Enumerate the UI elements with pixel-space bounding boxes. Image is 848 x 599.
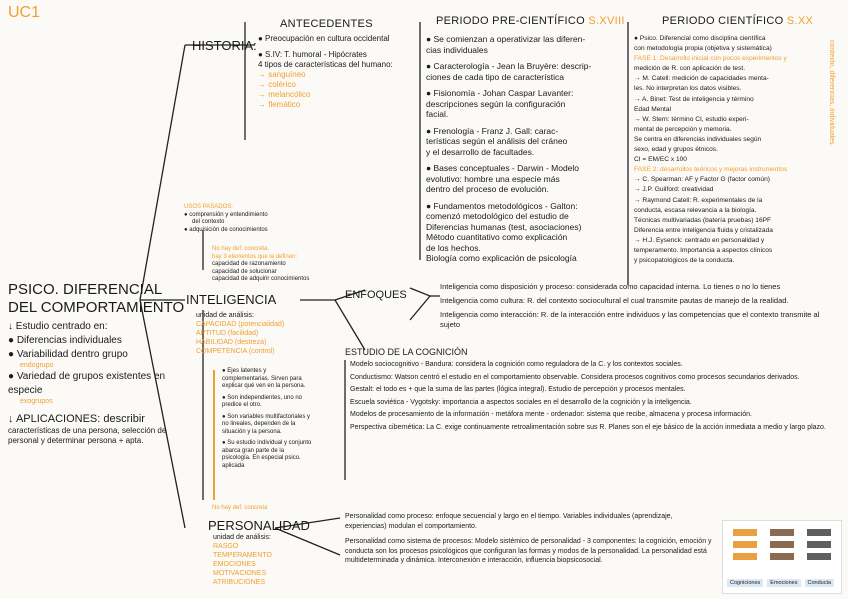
line: → H.J. Eysenck: centrado en personalidad y (634, 236, 765, 244)
line: unidad de análisis: (213, 534, 271, 541)
antecedentes-list (258, 34, 393, 110)
precientifico-item (426, 126, 591, 158)
line: → C. Spearman: AF y Factor G (factor común) (634, 176, 770, 184)
line: de los hechos. (426, 242, 481, 253)
header-precientifico-century: S.XVIII (588, 15, 625, 27)
line: → W. Stern: término CI, estudio experi- (634, 115, 749, 123)
line: del contexto (192, 219, 225, 225)
antecedente-item: → sanguíneo (258, 70, 306, 79)
line: capacidad de solucionar (212, 268, 277, 275)
personalidad-list (345, 512, 715, 566)
diagram-labels (727, 579, 834, 587)
line: Método cuantitativo como explicación (426, 232, 568, 242)
line: sexo, edad y grupos étnicos. (634, 146, 718, 154)
line: ● adquisición de conocimientos (184, 226, 268, 233)
line: temperamento. Importancia a aspectos clínicos (634, 246, 773, 254)
enfoque-item: Inteligencia como disposición y proceso: considerada como capacidad interna. Lo tienes o no lo tienes (440, 282, 781, 291)
line: Se centra en diferencias individuales según (634, 135, 762, 143)
personality-diagram (722, 520, 842, 594)
line: EMOCIONES (213, 561, 256, 568)
rasgos-notes (222, 368, 312, 470)
cognicion-item: Gestalt: el todo es + que la suma de las partes (lógica integral). Estudio de percepción y procesos mentales. (350, 386, 686, 393)
line: Biología como explicación de psicología (426, 253, 577, 263)
line: capacidad de adquirir conocimientos (212, 276, 310, 282)
antecedente-item: → melancólico (258, 90, 311, 99)
note: ● Son independientes, uno no predice el otro. (222, 394, 303, 408)
line: Técnicas multivariadas (batería pruebas) 16PF (634, 216, 772, 224)
precientifico-item (426, 201, 591, 264)
line: cias individuales (426, 44, 488, 55)
precientifico-item (426, 61, 591, 82)
line: ● Frenología - Franz J. Gall: carac- (426, 125, 559, 136)
line: ciones de cada tipo de característica (426, 71, 564, 82)
header-cientifico-text: PERIODO CIENTÍFICO (662, 15, 784, 27)
line: → J.P. Guilford: creatividad (634, 186, 714, 194)
line: con metodología propia (objetiva y sistemática) (634, 45, 772, 53)
diagram-label: Conducta (805, 579, 835, 587)
left-item-4: ● Variedad de grupos existentes en especie (8, 371, 166, 396)
line: No hay def. concreta, (212, 246, 270, 252)
usos-pasados (184, 204, 268, 234)
line: ● Fisionomía - Johan Caspar Lavanter: (426, 88, 574, 98)
vertical-note: contexto, diferencias, individuales (828, 40, 835, 145)
line: descripciones según la configuración (426, 98, 566, 109)
line: USOS PASADOS: (184, 204, 233, 210)
line: CAPACIDAD (potencialidad) (196, 321, 285, 328)
antecedente-item: ● S.IV: T. humoral - Hipócrates (258, 50, 367, 59)
main-title-line1: PSICO. DIFERENCIAL (8, 281, 163, 298)
line: Edad Mental (634, 105, 672, 113)
branch-historia: HISTORIA: (192, 38, 257, 53)
line: ● Caracterología - Jean la Bruyère: descrip- (426, 61, 592, 71)
line: RASGO (213, 543, 239, 550)
no-def-personalidad: No hay def. concreta (212, 505, 268, 511)
aplicaciones-text: características de una persona, selección de personal y determinar persona + apta. (8, 426, 167, 445)
header-antecedentes: ANTECEDENTES (280, 18, 373, 30)
line: facial. (426, 109, 449, 119)
branch-inteligencia: INTELIGENCIA (186, 292, 277, 307)
line: → A. Binet: Test de inteligencia y término (634, 95, 754, 103)
line: → M. Catell: medición de capacidades menta- (634, 75, 769, 83)
left-orange-2: exogrupos (20, 398, 53, 405)
line: FASE 1: Desarrollo inicial con pocos experimentos y (634, 55, 787, 63)
main-title-line2: DEL COMPORTAMIENTO (8, 299, 185, 316)
left-item-3: ● Variabilidad dentro grupo (8, 349, 128, 360)
line: MOTIVACIONES (213, 570, 267, 577)
enfoques-list (440, 282, 840, 330)
line: medición de R. con aplicación de test. (634, 65, 746, 73)
antecedente-item: 4 tipos de características del humano: (258, 60, 393, 69)
line: ● Bases conceptuales - Darwin - Modelo (426, 163, 580, 173)
cognicion-item: Escuela soviética - Vygotsky: importancia a aspectos sociales en el desarrollo de la cognición y la inteligencia. (350, 398, 692, 406)
line: → Raymond Catell: R. experimentales de la (634, 196, 763, 204)
note: ● Su estudio individual y conjunto abarca gran parte de la psicología. En especial psico. aplicada (222, 440, 312, 469)
line: FASE 2: desarrollos teóricos y mejoras instrumentos (634, 166, 788, 174)
header-precientifico-text: PERIODO PRE-CIENTÍFICO (436, 15, 585, 27)
enfoque-item: Inteligencia como cultura: R. del contexto sociocultural el cual transmite pautas de manejo de la realidad. (440, 296, 789, 305)
line: mental de percepción y memoria. (634, 125, 732, 133)
branch-estudio-cognicion: ESTUDIO DE LA COGNICIÓN (345, 347, 468, 357)
cognicion-item: Perspectiva cibernética: La C. exige continuamente retroalimentación sobre sus R. Planes son el eje básico de la acción inmediata a medio y largo plazo. (350, 423, 826, 431)
line: terísticas según el análisis del cráneo (426, 136, 568, 146)
cognicion-item: Modelos de procesamiento de la información - metáfora mente - ordenador: sistema que recibe, almacena y procesa información. (350, 411, 752, 418)
line: ● comprensión y entendimiento (184, 211, 268, 218)
line: ATRIBUCIONES (213, 579, 265, 586)
unidad-inteligencia (196, 311, 284, 356)
header-cientifico-century: S.XX (786, 15, 814, 27)
header-precientifico (436, 15, 625, 27)
line: Diferencia entre inteligencia fluida y cristalizada (634, 226, 773, 234)
antecedente-item: → flemático (258, 100, 301, 109)
left-orange-1: endogrupo (20, 362, 54, 369)
line: hay 3 elementos que la definen: (212, 253, 298, 260)
personalidad-item: Personalidad como sistema de procesos: Modelo sistémico de personalidad - 3 componentes: la cognición, emoción y conducta son los procesos psicológicos que configuran las formas y modos de la personalidad. La personalidad está multideterminada y dinámica. Interconexión e interacción, influencia biopsicosocial. (345, 538, 712, 564)
antecedente-item: → colérico (258, 80, 296, 89)
branch-enfoques: ENFOQUES (345, 289, 407, 301)
line: dentro del proceso de evolución. (426, 184, 549, 194)
enfoque-item: Inteligencia como interacción: R. de la interacción entre individuos y las competencias que el contexto transmite al sujeto (440, 310, 820, 329)
line: APTITUD (facilidad) (196, 330, 259, 337)
line: capacidad de razonamiento (212, 261, 286, 267)
left-column (8, 320, 178, 446)
unit-code: UC1 (8, 4, 41, 21)
line: COMPETENCIA (control) (196, 348, 275, 355)
line: ● Psico. Diferencial como disciplina científica (634, 35, 766, 42)
no-def-inteligencia (212, 246, 309, 284)
line: y psicopatológicos de la conducta. (634, 257, 735, 265)
header-cientifico (662, 15, 813, 27)
personalidad-item: Personalidad como proceso: enfoque secuencial y largo en el tiempo. Variables individuales (aprendizaje, experiencias) modulan el comportamiento. (345, 513, 673, 530)
diagram-label: Cogniciones (727, 579, 763, 587)
note: ● Son variables multifactoriales y no lineales, dependen de la situación y la persona. (222, 413, 310, 435)
precientifico-item (426, 34, 591, 55)
line: evolutivo: hombre una especie más (426, 173, 560, 184)
line: HABILIDAD (destreza) (196, 339, 267, 346)
line: comenzó metodológico del estudio de (426, 211, 569, 221)
diagram-label: Emociones (767, 579, 800, 587)
line: ● Fundamentos metodológicos - Galton: (426, 200, 578, 211)
cientifico-list (634, 34, 787, 266)
precientifico-list (426, 34, 591, 264)
diagram-boxes (723, 521, 841, 577)
left-item-2: ● Diferencias individuales (8, 335, 122, 346)
line: les. No interpretan los datos visibles. (634, 85, 742, 93)
line: conducta, escasa relevancia a la biología. (634, 206, 757, 214)
main-title (8, 281, 184, 317)
cognicion-item: Modelo sociocognitivo - Bandura: considera la cognición como reguladora de la C. y los contextos sociales. (350, 361, 683, 368)
unidad-personalidad (213, 533, 272, 587)
precientifico-item (426, 163, 591, 195)
line: CI = EM/EC x 100 (634, 156, 687, 164)
note: ● Ejes latentes y complementarias. Sirven para explicar qué ven en la persona. (222, 368, 306, 389)
branch-personalidad: PERSONALIDAD (208, 518, 310, 533)
line: ● Se comienzan a operativizar las diferen- (426, 34, 586, 44)
left-item-1: ↓ Estudio centrado en: (8, 321, 108, 332)
line: Diferencias humanas (test, asociaciones) (426, 221, 582, 232)
line: unidad de análisis: (196, 312, 254, 319)
aplicaciones-title: ↓ APLICACIONES: describir (8, 413, 145, 425)
line: y el desarrollo de facultades. (426, 146, 535, 157)
cognicion-list (350, 360, 840, 432)
precientifico-item (426, 88, 591, 120)
line: TEMPERAMENTO (213, 552, 272, 559)
cognicion-item: Conductismo: Watson centró el estudio en el comportamiento observable. Considera procesos cognitivos como procesos secundarios derivados. (350, 373, 800, 381)
antecedente-item: ● Preocupación en cultura occidental (258, 34, 390, 43)
